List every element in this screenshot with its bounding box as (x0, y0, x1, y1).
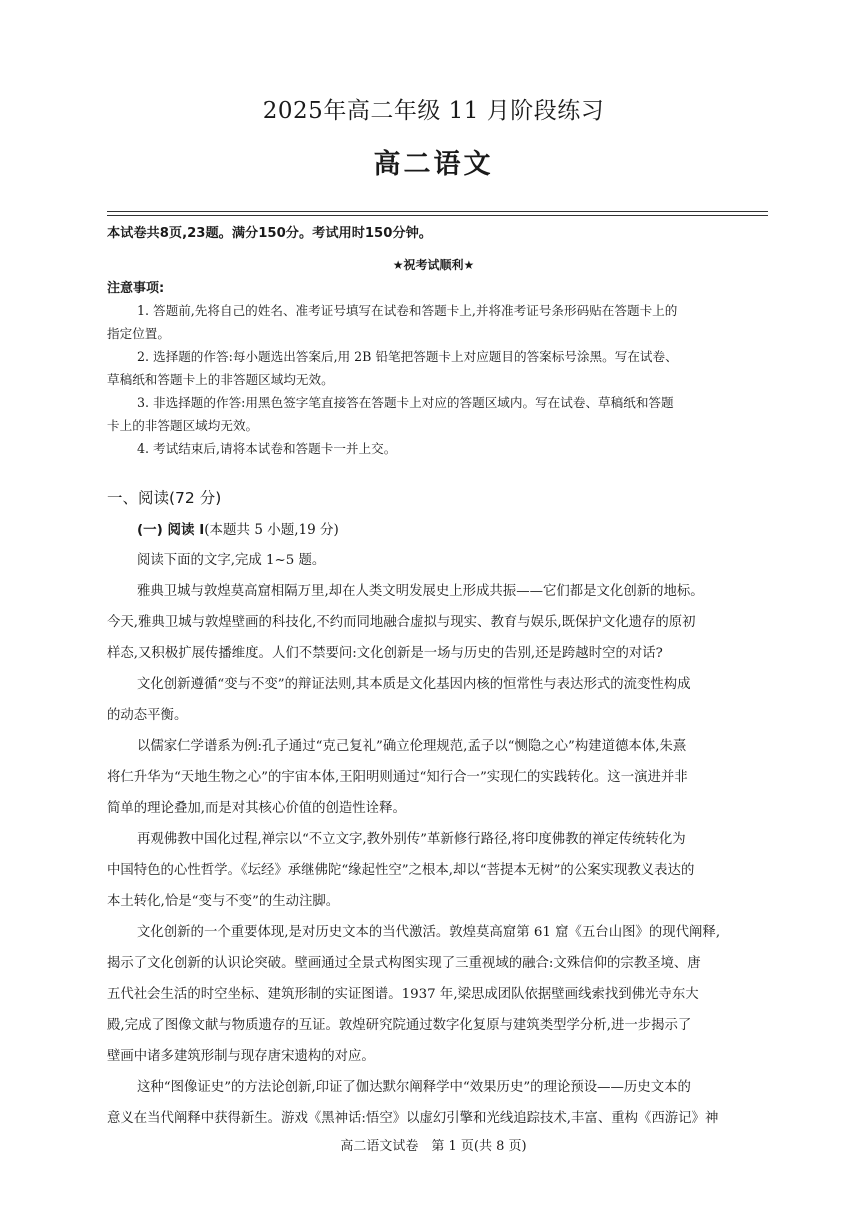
passage-line: 今天,雅典卫城与敦煌壁画的科技化,不约而同地融合虚拟与现实、教育与娱乐,既保护文化遗存的原初 (107, 615, 696, 630)
passage-line: 壁画中诸多建筑形制与现存唐宋遗构的对应。 (107, 1049, 375, 1064)
exam-title: 2025年高二年级 11 月阶段练习 (262, 98, 605, 124)
good-luck-banner: ★祝考试顺利★ (392, 258, 475, 272)
passage-line: 样态,又积极扩展传播维度。人们不禁要问:文化创新是一场与历史的告别,还是跨越时空的对话? (107, 646, 663, 661)
passage-line: 简单的理论叠加,而是对其核心价值的创造性诠释。 (107, 801, 406, 816)
header-rule-top (107, 211, 768, 212)
passage-line: 将仁升华为“天地生物之心”的宇宙本体,王阳明则通过“知行合一”实现仁的实践转化。这一演进并非 (107, 770, 688, 785)
notice-line: 4. 考试结束后,请将本试卷和答题卡一并上交。 (137, 441, 397, 456)
passage-line: 意义在当代阐释中获得新生。游戏《黑神话:悟空》以虚幻引擎和光线追踪技术,丰富、重构《西游记》神 (107, 1111, 719, 1126)
passage-line: 本土转化,恰是“变与不变”的生动注脚。 (107, 894, 340, 909)
subsection-note: (本题共 5 小题,19 分) (204, 522, 339, 538)
subsection-label: (一) 阅读 I (137, 522, 205, 538)
section-heading: 一、阅读(72 分) (107, 489, 222, 507)
passage-line: 这种“图像证史”的方法论创新,印证了伽达默尔阐释学中“效果历史”的理论预设——历史文本的 (137, 1080, 691, 1095)
notice-heading: 注意事项: (107, 281, 165, 296)
subject-title: 高二语文 (373, 149, 494, 180)
reading-instruction: 阅读下面的文字,完成 1~5 题。 (137, 553, 326, 568)
exam-info-line: 本试卷共8页,23题。满分150分。考试用时150分钟。 (107, 226, 432, 241)
notice-line: 2. 选择题的作答:每小题选出答案后,用 2B 铅笔把答题卡上对应题目的答案标号涂黑。写在试卷、 (137, 349, 678, 364)
passage-line: 文化创新的一个重要体现,是对历史文本的当代激活。敦煌莫高窟第 61 窟《五台山图》的现代阐释, (137, 925, 721, 940)
passage-line: 文化创新遵循“变与不变”的辩证法则,其本质是文化基因内核的恒常性与表达形式的流变性构成 (137, 677, 691, 692)
notice-line: 1. 答题前,先将自己的姓名、准考证号填写在试卷和答题卡上,并将准考证号条形码贴在答题卡上的 (137, 303, 678, 318)
notice-line: 草稿纸和答题卡上的非答题区域均无效。 (107, 372, 334, 387)
passage-line: 再观佛教中国化过程,禅宗以“不立文字,教外别传”革新修行路径,将印度佛教的禅定传统转化为 (137, 832, 686, 847)
passage-line: 雅典卫城与敦煌莫高窟相隔万里,却在人类文明发展史上形成共振——它们都是文化创新的地标。 (137, 584, 704, 599)
notice-line: 卡上的非答题区域均无效。 (107, 418, 259, 433)
page-footer: 高二语文试卷 第 1 页(共 8 页) (340, 1139, 527, 1154)
passage-line: 以儒家仁学谱系为例:孔子通过“克己复礼”确立伦理规范,孟子以“恻隐之心”构建道德本体,朱熹 (137, 739, 687, 754)
subsection-heading (137, 518, 339, 538)
passage-line: 中国特色的心性哲学。《坛经》承继佛陀“缘起性空”之根本,却以“菩提本无树”的公案实现教义表达的 (107, 863, 695, 878)
passage-line: 殿,完成了图像文献与物质遗存的互证。敦煌研究院通过数字化复原与建筑类型学分析,进一步揭示了 (107, 1018, 692, 1033)
passage-line: 的动态平衡。 (107, 708, 188, 723)
header-rule-bottom (107, 215, 768, 216)
notice-line: 指定位置。 (107, 326, 170, 341)
notice-line: 3. 非选择题的作答:用黑色签字笔直接答在答题卡上对应的答题区域内。写在试卷、草稿纸和答题 (137, 395, 674, 410)
passage-line: 揭示了文化创新的认识论突破。壁画通过全景式构图实现了三重视域的融合:文殊信仰的宗教圣境、唐 (107, 956, 701, 971)
passage-line: 五代社会生活的时空坐标、建筑形制的实证图谱。1937 年,梁思成团队依据壁画线索找到佛光寺东大 (107, 987, 699, 1002)
